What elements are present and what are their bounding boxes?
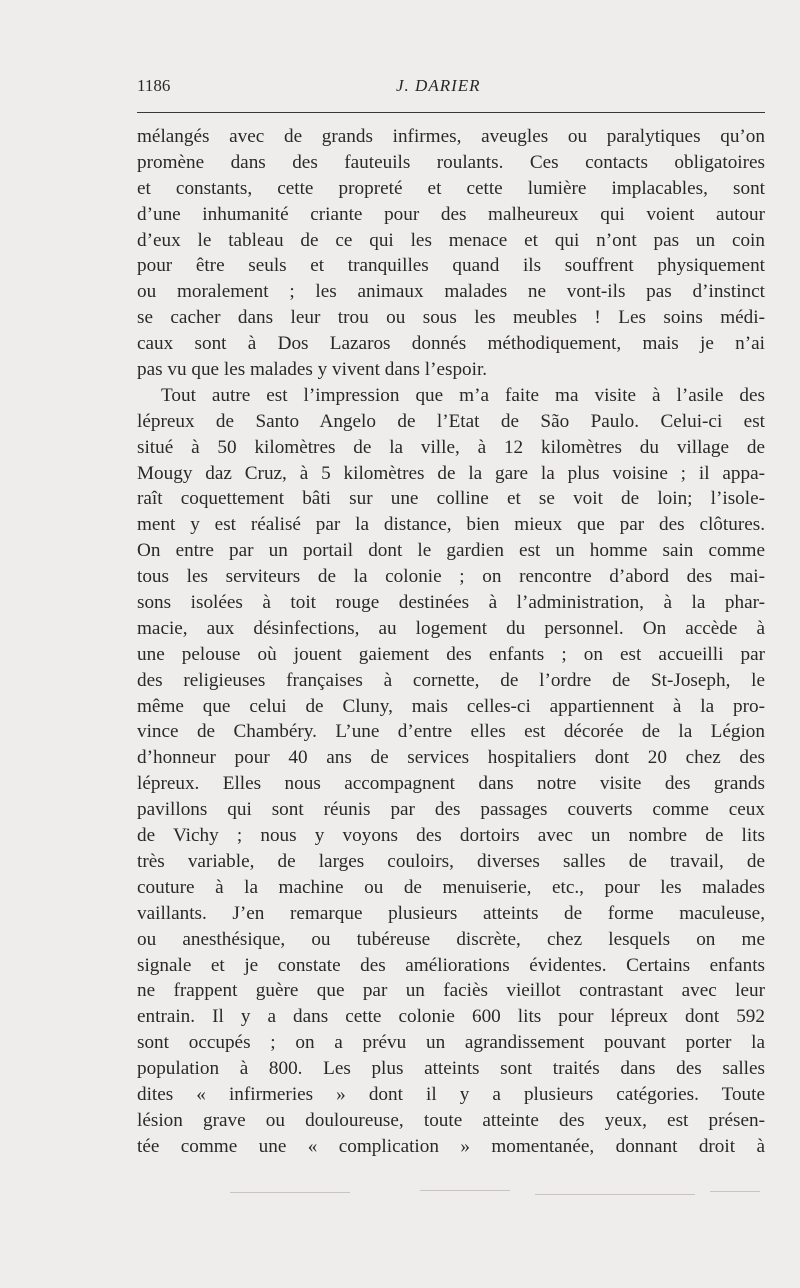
text-line: raît coquettement bâti sur une colline et se voit de loin; l’isole- (137, 488, 765, 510)
text-line: Mougy daz Cruz, à 5 kilomètres de la gare la plus voisine ; il appa- (137, 462, 765, 484)
text-line: situé à 50 kilomètres de la ville, à 12 kilomètres du village de (137, 436, 765, 458)
text-line: même que celui de Cluny, mais celles-ci appartiennent à la pro- (137, 695, 765, 717)
show-through-marks (190, 1186, 765, 1202)
text-line: vince de Chambéry. L’une d’entre elles est décorée de la Légion (137, 721, 765, 743)
text-line: ou moralement ; les animaux malades ne vont-ils pas d’instinct (137, 281, 765, 303)
text-line: caux sont à Dos Lazaros donnés méthodiquement, mais je n’ai (137, 333, 765, 355)
text-line: vaillants. J’en remarque plusieurs atteints de forme maculeuse, (137, 902, 765, 924)
text-line: d’honneur pour 40 ans de services hospitaliers dont 20 chez des (137, 747, 765, 769)
text-line: et constants, cette propreté et cette lumière implacables, sont (137, 177, 765, 199)
text-line: d’une inhumanité criante pour des malheureux qui voient autour (137, 203, 765, 225)
text-line: des religieuses françaises à cornette, de l’ordre de St-Joseph, le (137, 669, 765, 691)
text-line: pavillons qui sont réunis par des passages couverts comme ceux (137, 799, 765, 821)
page-number: 1186 (137, 76, 171, 95)
text-line: ne frappent guère que par un faciès vieillot contrastant avec leur (137, 980, 765, 1002)
text-line: se cacher dans leur trou ou sous les meubles ! Les soins médi- (137, 307, 765, 329)
text-line: pas vu que les malades y vivent dans l’espoir. (137, 359, 488, 381)
text-line: ment y est réalisé par la distance, bien mieux que par des clôtures. (137, 514, 765, 536)
text-line: signale et je constate des améliorations évidentes. Certains enfants (137, 954, 765, 976)
text-line: très variable, de larges couloirs, diverses salles de travail, de (137, 850, 765, 872)
text-line: ou anesthésique, ou tubéreuse discrète, chez lesquels on me (137, 928, 765, 950)
text-line: dites « infirmeries » dont il y a plusieurs catégories. Toute (137, 1083, 765, 1105)
text-line: Tout autre est l’impression que m’a faite ma visite à l’asile des (161, 384, 765, 406)
header-rule (137, 112, 765, 113)
text-line: macie, aux désinfections, au logement du personnel. On accède à (137, 617, 765, 639)
running-head (137, 76, 765, 100)
text-line: pour être seuls et tranquilles quand ils souffrent physiquement (137, 255, 765, 277)
text-line: sons isolées à toit rouge destinées à l’administration, à la phar- (137, 592, 765, 614)
text-line: sont occupés ; on a prévu un agrandissement pouvant porter la (137, 1032, 765, 1054)
text-line: une pelouse où jouent gaiement des enfants ; on est accueilli par (137, 643, 765, 665)
text-line: lésion grave ou douloureuse, toute atteinte des yeux, est présen- (137, 1109, 765, 1131)
text-line: promène dans des fauteuils roulants. Ces contacts obligatoires (137, 151, 765, 173)
text-line: de Vichy ; nous y voyons des dortoirs avec un nombre de lits (137, 825, 765, 847)
text-line: tée comme une « complication » momentanée, donnant droit à (137, 1135, 765, 1157)
text-line: tous les serviteurs de la colonie ; on rencontre d’abord des mai- (137, 566, 765, 588)
text-line: mélangés avec de grands infirmes, aveugles ou paralytiques qu’on (137, 126, 765, 147)
running-title: J. DARIER (396, 76, 481, 95)
text-line: lépreux de Santo Angelo de l’Etat de São Paulo. Celui-ci est (137, 410, 765, 432)
text-line: population à 800. Les plus atteints sont traités dans des salles (137, 1058, 765, 1080)
text-line: entrain. Il y a dans cette colonie 600 lits pour lépreux dont 592 (137, 1006, 765, 1028)
body-text (137, 124, 765, 1160)
text-line: d’eux le tableau de ce qui les menace et qui n’ont pas un coin (137, 229, 765, 251)
text-line: On entre par un portail dont le gardien est un homme sain comme (137, 540, 765, 562)
text-line: lépreux. Elles nous accompagnent dans notre visite des grands (137, 773, 765, 795)
text-line: couture à la machine ou de menuiserie, etc., pour les malades (137, 876, 765, 898)
